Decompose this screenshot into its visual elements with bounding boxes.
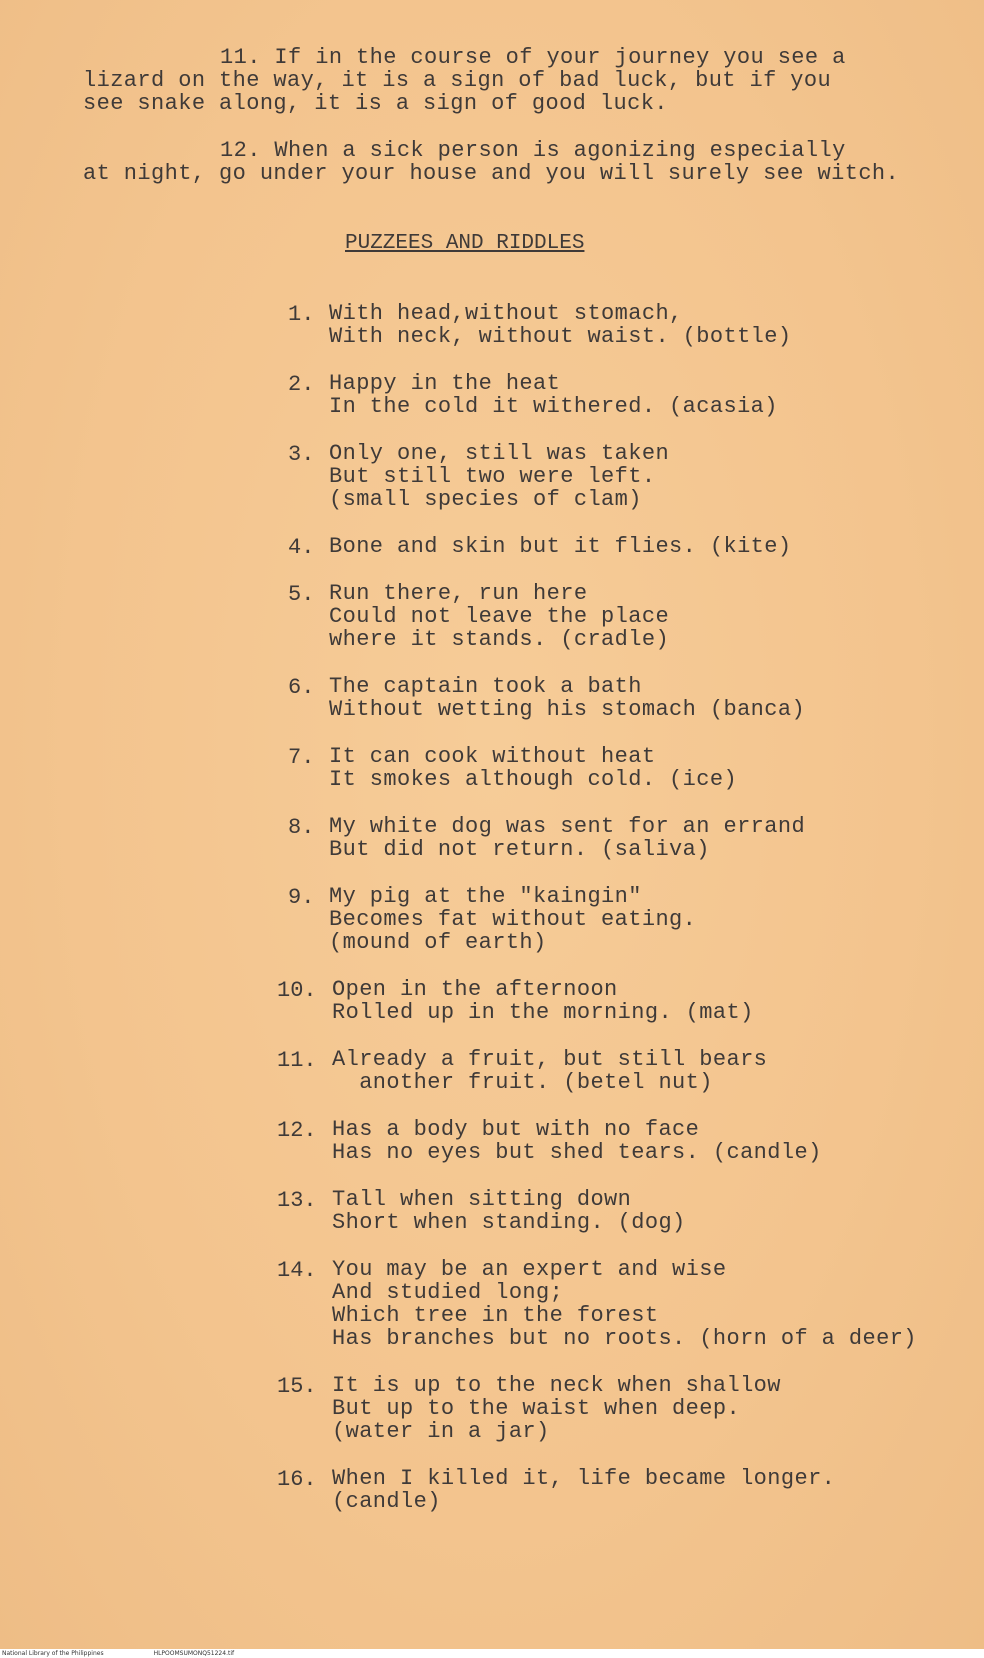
riddle-number: 8.: [288, 815, 315, 840]
riddle-line: Already a fruit, but still bears: [332, 1047, 768, 1072]
riddle-number: 13.: [277, 1188, 317, 1213]
riddle-line: Without wetting his stomach (banca): [329, 697, 806, 722]
riddle-line: Bone and skin but it flies. (kite): [329, 534, 792, 559]
riddle-line: (small species of clam): [329, 487, 642, 512]
riddle-line: Rolled up in the morning. (mat): [332, 1000, 754, 1025]
riddle-line: Has branches but no roots. (horn of a deer): [332, 1326, 917, 1351]
riddle-line: where it stands. (cradle): [329, 627, 670, 652]
riddle-line: (water in a jar): [332, 1419, 550, 1444]
riddle-number: 5.: [288, 582, 315, 607]
belief-12-line-2: at night, go under your house and you will surely see witch.: [83, 161, 900, 186]
riddle-line: It can cook without heat: [329, 744, 656, 769]
riddle-line: You may be an expert and wise: [332, 1257, 727, 1282]
riddle-number: 10.: [277, 978, 317, 1003]
riddle-number: 7.: [288, 745, 315, 770]
riddle-line: But still two were left.: [329, 464, 656, 489]
riddle-line: Run there, run here: [329, 581, 588, 606]
riddle-line: It is up to the neck when shallow: [332, 1373, 781, 1398]
riddle-line: But up to the waist when deep.: [332, 1396, 741, 1421]
riddle-line: another fruit. (betel nut): [332, 1070, 713, 1095]
riddle-line: (mound of earth): [329, 930, 547, 955]
riddle-line: Could not leave the place: [329, 604, 670, 629]
riddle-line: Becomes fat without eating.: [329, 907, 697, 932]
riddle-number: 14.: [277, 1258, 317, 1283]
riddle-line: Tall when sitting down: [332, 1187, 632, 1212]
riddle-line: Which tree in the forest: [332, 1303, 659, 1328]
riddle-line: My pig at the "kaingin": [329, 884, 642, 909]
belief-11-line-3: see snake along, it is a sign of good luck.: [83, 91, 668, 116]
riddle-line: Has no eyes but shed tears. (candle): [332, 1140, 822, 1165]
riddle-number: 16.: [277, 1467, 317, 1492]
riddle-line: The captain took a bath: [329, 674, 642, 699]
riddle-line: With neck, without waist. (bottle): [329, 324, 792, 349]
riddle-number: 6.: [288, 675, 315, 700]
riddle-number: 1.: [288, 302, 315, 327]
scan-footer: [0, 1649, 984, 1658]
riddle-number: 4.: [288, 535, 315, 560]
footer-library: National Library of the Philippines: [2, 1650, 104, 1657]
riddle-number: 9.: [288, 885, 315, 910]
riddle-line: And studied long;: [332, 1280, 564, 1305]
riddle-line: In the cold it withered. (acasia): [329, 394, 778, 419]
riddle-line: (candle): [332, 1489, 441, 1514]
riddle-line: It smokes although cold. (ice): [329, 767, 738, 792]
riddle-number: 2.: [288, 372, 315, 397]
riddle-line: With head,without stomach,: [329, 301, 683, 326]
belief-11-line-2: lizard on the way, it is a sign of bad luck, but if you: [83, 68, 832, 93]
riddle-line: Short when standing. (dog): [332, 1210, 686, 1235]
section-heading: PUZZEES AND RIDDLES: [345, 232, 585, 255]
riddle-line: Open in the afternoon: [332, 977, 618, 1002]
riddle-line: Happy in the heat: [329, 371, 561, 396]
riddle-number: 3.: [288, 442, 315, 467]
riddle-line: But did not return. (saliva): [329, 837, 710, 862]
riddle-line: When I killed it, life became longer.: [332, 1466, 836, 1491]
riddle-line: Only one, still was taken: [329, 441, 670, 466]
footer-filename: HLPOOMSUMONQ51224.tif: [153, 1650, 235, 1657]
riddle-line: My white dog was sent for an errand: [329, 814, 806, 839]
riddle-number: 11.: [277, 1048, 317, 1073]
riddle-line: Has a body but with no face: [332, 1117, 700, 1142]
riddle-number: 15.: [277, 1374, 317, 1399]
belief-11-line-1: 11. If in the course of your journey you see a: [220, 45, 846, 70]
riddle-number: 12.: [277, 1118, 317, 1143]
belief-12-line-1: 12. When a sick person is agonizing especially: [220, 138, 846, 163]
